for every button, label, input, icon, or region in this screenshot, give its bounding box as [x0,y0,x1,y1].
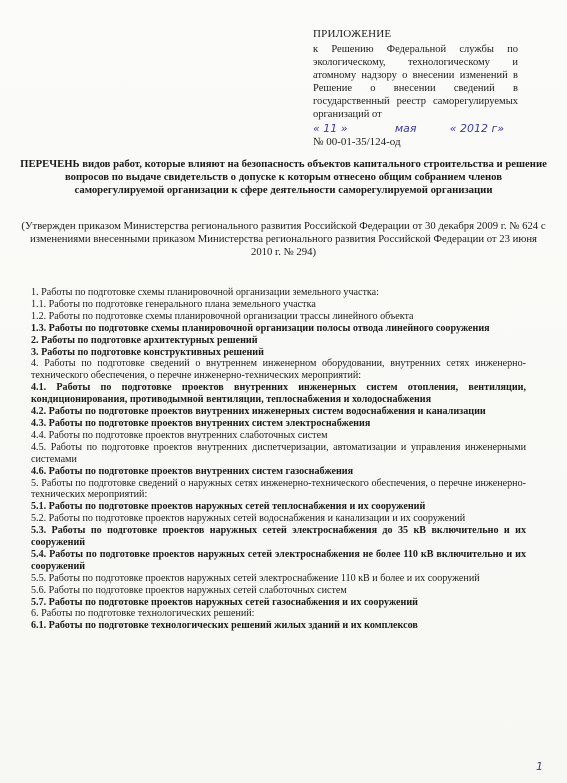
list-item: 4.3. Работы по подготовке проектов внутренних систем электроснабжения [31,417,371,429]
appendix-text: к Решению Федеральной службы по экологическому, технологическому и атомному надзору о внесении изменений в Решение о внесении сведений в государственный реестр саморегулируемых организаций от [313,44,518,120]
date-day: « 11 » [313,122,348,135]
list-item: 5.1. Работы по подготовке проектов наружных сетей теплоснабжения и их сооружений [31,501,426,513]
list-item: 4.4. Работы по подготовке проектов внутренних слаботочных систем [31,429,328,441]
date-year: « 2012 г» [449,122,505,135]
date-month: мая [394,122,417,135]
list-item: 4.5. Работы по подготовке проектов внутренних диспетчеризации, автоматизации и управления инженерными системами [31,441,526,465]
list-item: 5.4. Работы по подготовке проектов наружных сетей электроснабжения не более 110 кВ включительно и их сооружений [31,548,526,572]
list-item: 3. Работы по подготовке конструктивных решений [31,346,264,358]
list-item: 5.7. Работы по подготовке проектов наружных сетей газоснабжения и их сооружений [31,596,418,608]
appendix-date-line [313,122,518,136]
list-item: 1.1. Работы по подготовке генерального плана земельного участка [31,298,316,310]
work-types-list [31,287,526,632]
list-item: 5.6. Работы по подготовке проектов наружных сетей слаботочных систем [31,584,347,596]
appendix-block [313,28,518,149]
list-item: 4. Работы по подготовке сведений о внутреннем инженерном оборудовании, внутренних сетях инженерно-технического обеспечения, о перечне инженерно-технических мероприятий: [31,358,526,382]
list-item: 5.2. Работы по подготовке проектов наружных сетей водоснабжения и канализации и их сооружений [31,513,466,525]
appendix-number: № 00-01-35/124-од [313,136,401,148]
list-item: 4.2. Работы по подготовке проектов внутренних инженерных систем водоснабжения и канализации [31,406,486,418]
list-item: 1.2. Работы по подготовке схемы планировочной организации трассы линейного объекта [31,310,414,322]
list-item: 6. Работы по подготовке технологических решений: [31,608,255,620]
list-item: 2. Работы по подготовке архитектурных решений [31,334,258,346]
list-item: 4.6. Работы по подготовке проектов внутренних систем газоснабжения [31,465,354,477]
list-item: 1.3. Работы по подготовке схемы планировочной организации полосы отвода линейного сооружения [31,322,490,334]
list-item: 5.3. Работы по подготовке проектов наружных сетей электроснабжения до 35 кВ включительно и их сооружений [31,525,526,549]
list-item: 5.5. Работы по подготовке проектов наружных сетей электроснабжение 110 кВ и более и их сооружений [31,572,480,584]
document-title: ПЕРЕЧЕНЬ видов работ, которые влияют на безопасность объектов капитального строительства и решение вопросов по выдаче свидетельств о допуске к которым отнесено общим собранием членов саморегулируемой организации к сфере деятельности саморегулируемой организации [20,158,547,196]
list-item: 6.1. Работы по подготовке технологических решений жилых зданий и их комплексов [31,620,418,632]
list-item: 1. Работы по подготовке схемы планировочной организации земельного участка: [31,287,379,298]
list-item: 4.1. Работы по подготовке проектов внутренних инженерных систем отопления, вентиляции, кондиционирования, противодымной вентиляции, теплоснабжения и холодоснабжения [31,382,526,406]
page-number: 1 [536,760,543,773]
document-subtitle: (Утвержден приказом Министерства регионального развития Российской Федерации от 30 декабря 2009 г. № 624 с изменениями внесенными приказом Министерства регионального развития Российской Федерации от 23 июня 2010 г. № 294) [21,220,546,258]
appendix-header: ПРИЛОЖЕНИЕ [313,28,392,40]
list-item: 5. Работы по подготовке сведений о наружных сетях инженерно-технического обеспечения, о перечне инженерно-технических мероприятий: [31,477,526,501]
